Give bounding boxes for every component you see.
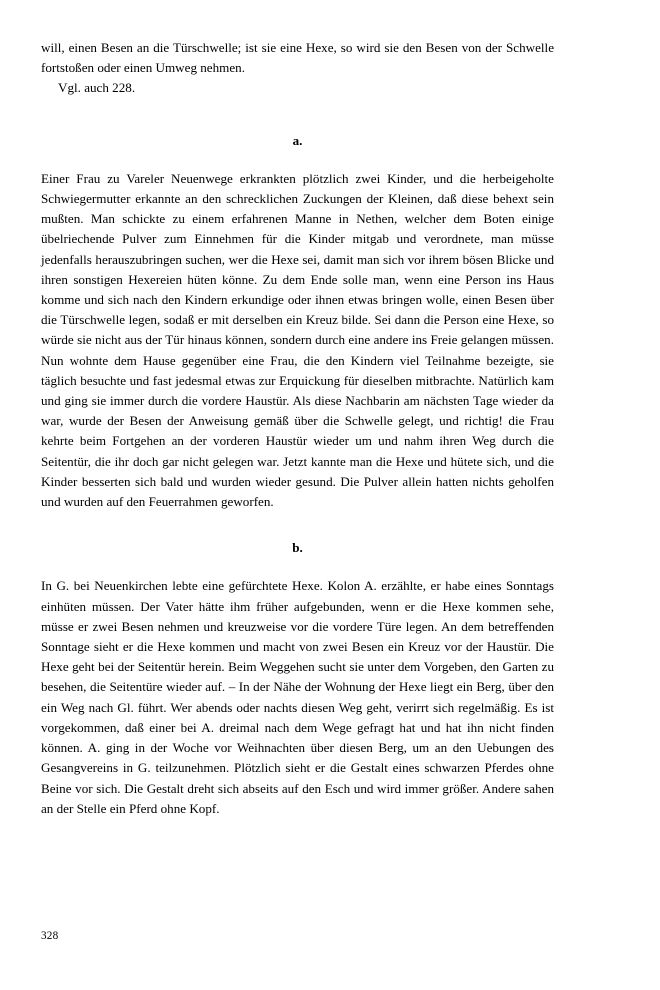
section-heading-a: a. [292, 132, 303, 148]
page-text-column [41, 38, 554, 819]
paragraph-lead: will, einen Besen an die Türschwelle; ist sie eine Hexe, so wird sie den Besen von der Schwelle fortstoßen oder einen Umweg nehmen. [41, 40, 554, 76]
page-number: 328 [41, 930, 59, 942]
spacer-before-section-a [41, 99, 554, 131]
paragraph-vgl-text: Vgl. auch 228. [58, 80, 136, 96]
paragraph-vgl [41, 78, 554, 98]
section-heading-b: b. [292, 540, 303, 556]
paragraph-section-b: In G. bei Neuenkirchen lebte eine gefürchtete Hexe. Kolon A. erzählte, er habe eines Sonntags einhüten müssen. Der Vater hätte ihm früher aufgebunden, wenn er die Hexe kommen sehe, müsse er zwei Besen nehmen und kreuzweise vor die vordere Türe legen. An dem betreffenden Sonntage sieht er die Hexe kommen und macht von zwei Besen ein Kreuz vor der Haustür. Die Hexe geht bei der Seitentür herein. Beim Weggehen sucht sie unter dem Vorgeben, den Garten zu besehen, die Seitentüre wieder auf. – In der Nähe der Wohnung der Hexe liegt ein Berg, über den ein Weg nach Gl. führt. Wer abends oder nachts diesen Weg geht, verirrt sich regelmäßig. Es ist vorgekommen, daß einer bei A. dreimal nach dem Wege gefragt hat und hat ihn nicht finden können. A. ging in der Woche vor Weihnachten über diesen Berg, um an den Uebungen des Gesangvereins in G. teilzunehmen. Plötzlich sieht er die Gestalt eines schwarzen Pferdes ohne Beine vor sich. Die Gestalt dreht sich abseits auf den Esch und wird immer größer. Andere sahen an der Stelle ein Pferd ohne Kopf. [41, 578, 554, 816]
spacer-before-section-b [41, 512, 554, 538]
spacer-after-section-b [41, 558, 554, 576]
spacer-after-section-a [41, 151, 554, 169]
paragraph-section-a: Einer Frau zu Vareler Neuenwege erkrankten plötzlich zwei Kinder, und die herbeigeholte Schwiegermutter erkannte an den schrecklichen Zuckungen der Kleinen, daß diese behext sein mußten. Man schickte zu einem erfahrenen Manne in Nethen, welcher dem Boten einige übelriechende Pulver zum Einnehmen für die Kinder mitgab und verordnete, man müsse jedenfalls herauszubringen suchen, wer die Hexe sei, damit man sich vor ihrem bösen Blicke und ihren sonstigen Hexereien hüten könne. Zu dem Ende solle man, wenn eine Person ins Haus komme und sich nach den Kindern erkundige oder ihnen etwas bringen wolle, einen Besen über die Türschwelle legen, sodaß er mit derselben ein Kreuz bilde. Sei dann die Person eine Hexe, so würde sie nicht aus der Tür hinaus können, sondern durch eine andere ins Freie gelangen müssen. Nun wohnte dem Hause gegenüber eine Frau, die den Kindern viel Teilnahme bezeigte, sie täglich besuchte und fast jedesmal etwas zur Erquickung für dieselben mitbrachte. Natürlich kam und ging sie immer durch die vordere Haustür. Als diese Nachbarin am nächsten Tage wieder da war, wurde der Besen der Anweisung gemäß über die Schwelle gelegt, und richtig! die Frau kehrte beim Fortgehen an der vorderen Haustür wieder um und nahm ihren Weg durch die Seitentür, die ihr doch gar nicht gelegen war. Jetzt kannte man die Hexe und hütete sich, und die Kinder besserten sich bald und wurden wieder gesund. Die Pulver allein hatten nichts geholfen und wurden auf den Feuerrahmen geworfen. [41, 170, 554, 510]
